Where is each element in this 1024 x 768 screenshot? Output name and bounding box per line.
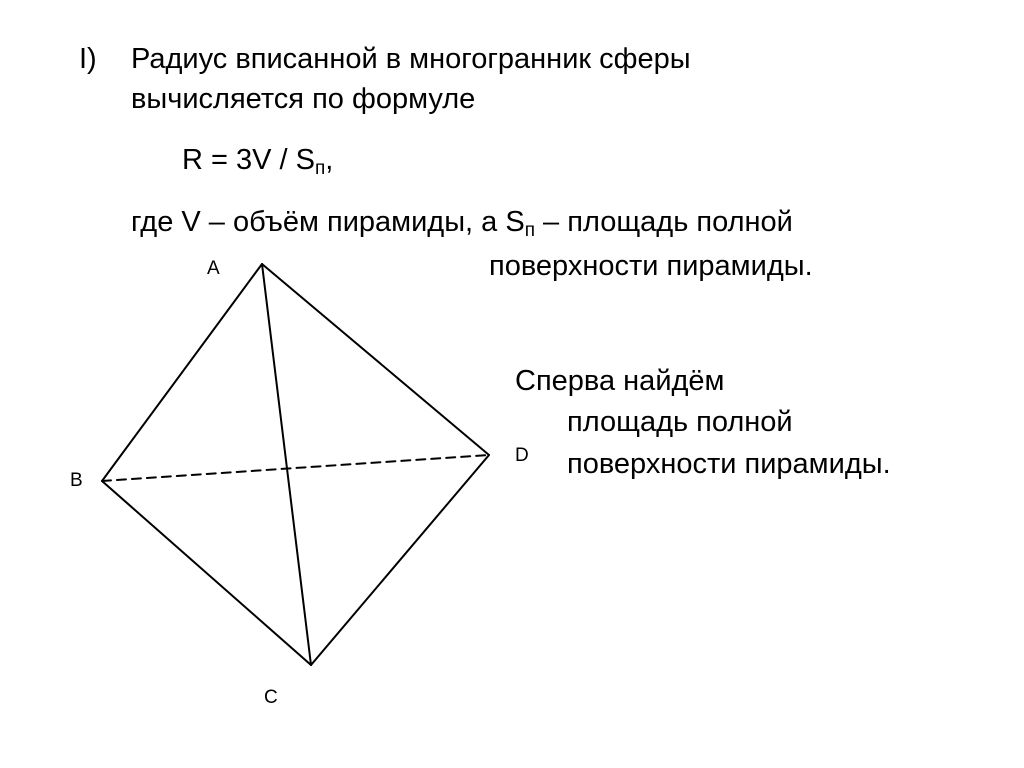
definition-part-1: где V – объём пирамиды, а S (131, 206, 525, 238)
formula-tail: , (325, 144, 334, 176)
vertex-label-b: B (70, 470, 83, 491)
definition-part-2: – площадь полной (535, 206, 793, 238)
edge-bc (102, 481, 311, 665)
formula-main: R = 3V / S (182, 144, 315, 176)
formula-subscript: п (314, 158, 326, 179)
edge-ac (262, 264, 311, 665)
note-line-1: Сперва найдём (515, 365, 725, 397)
heading-line-2: вычисляется по формуле (131, 83, 476, 115)
heading-line-1: Радиус вписанной в многогранник сферы (131, 43, 691, 75)
edge-ab (102, 264, 262, 481)
definition-subscript: п (524, 220, 535, 241)
vertex-label-d: D (515, 445, 529, 466)
note-line-3: поверхности пирамиды. (567, 448, 891, 480)
definition-line-2: поверхности пирамиды. (489, 250, 813, 282)
vertex-label-a: A (207, 258, 220, 279)
edge-ad (262, 264, 489, 455)
edge-bd (102, 455, 489, 481)
list-marker: I) (79, 43, 97, 75)
vertex-label-c: C (264, 687, 278, 708)
note-line-2: площадь полной (567, 406, 793, 438)
edge-cd (311, 455, 489, 665)
pyramid-edges (102, 264, 489, 665)
